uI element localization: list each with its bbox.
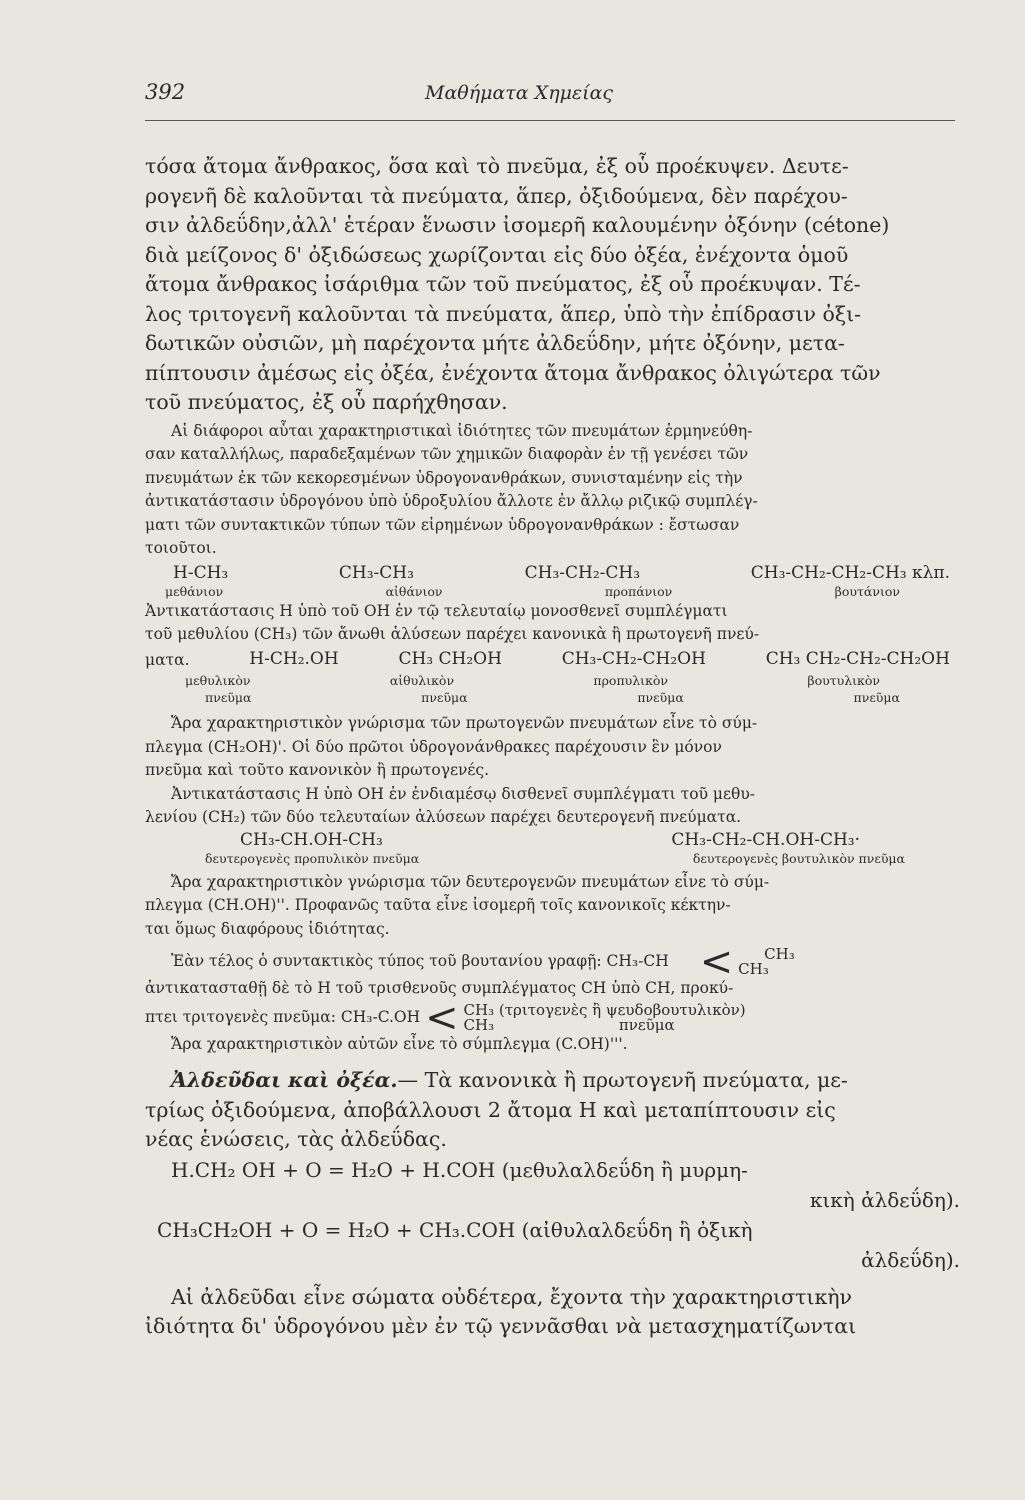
compound-name: μεθυλικὸν — [185, 673, 251, 688]
formula: H-CH₃ — [173, 562, 229, 583]
branch-bottom: CH₃ — [463, 1015, 495, 1034]
branch-bottom: CH₃ — [738, 960, 769, 978]
running-title: Μαθήματα Χημείας — [425, 82, 614, 104]
text-line: πλεγμα (CH₂OH)'. Οἱ δύο πρῶτοι ὑδρογονάνθρακες παρέχουσιν ἓν μόνον — [145, 737, 722, 756]
paragraph-6 — [145, 871, 960, 942]
paragraph-2 — [145, 420, 960, 561]
text-line: Αἱ ἀλδεῦδαι εἶνε σώματα οὐδέτερα, ἔχοντα τὴν χαρακτηριστικὴν — [171, 1284, 852, 1309]
compound-name: δευτερογενὲς βουτυλικὸν πνεῦμα — [692, 850, 905, 866]
text-line: Ἀντικατάστασις H ὑπὸ τοῦ OH ἐν τῷ τελευταίῳ μονοσθενεῖ συμπλέγματι — [145, 601, 728, 620]
paragraph-last — [145, 1283, 960, 1342]
formula: CH₃ CH₂-CH₂-CH₂OH — [765, 648, 950, 669]
text-line: ἰδιότητα δι' ὑδρογόνου μὲν ἐν τῷ γεννᾶσθαι νὰ μετασχηματίζωνται — [145, 1314, 857, 1338]
alcohol-word-row — [145, 689, 960, 706]
equation-1-cont: κικὴ ἀλδεΰδη). — [809, 1187, 960, 1212]
page-body — [145, 152, 960, 1342]
word-pneuma: πνεῦμα — [637, 690, 684, 705]
compound-name: προπάνιον — [604, 583, 673, 599]
text-line: τοῦ μεθυλίου (CH₃) τῶν ἄνωθι ἁλύσεων παρέχει κανονικὰ ἢ πρωτογενῆ πνεύ- — [145, 625, 760, 643]
formula: CH₃-CH₃ — [338, 562, 414, 583]
formula: CH₃ CH₂OH — [398, 648, 502, 669]
text-line: ται ὅμως διαφόρους ἰδιότητας. — [145, 919, 390, 938]
hydrocarbon-formulas — [145, 563, 960, 583]
text-line: Αἱ διάφοροι αὗται χαρακτηριστικαὶ ἰδιότητες τῶν πνευμάτων ἑρμηνεύθη- — [171, 421, 753, 440]
text-line: Ἄρα χαρακτηριστικὸν γνώρισμα τῶν δευτερογενῶν πνευμάτων εἶνε τὸ σύμ- — [171, 872, 770, 891]
equation-2: CH₃CH₂OH + O = H₂O + CH₃.COH (αἰθυλαλδεΰδη ἢ ὀξικὴ — [157, 1217, 753, 1242]
compound-name: βουτυλικὸν — [807, 673, 880, 688]
branch-stack — [738, 947, 795, 977]
text-line — [145, 1066, 960, 1096]
paragraph-1 — [145, 152, 960, 418]
text-line: διὰ μείζονος δ' ὀξιδώσεως χωρίζονται εἰς δύο ὀξέα, ἐνέχοντα ὁμοῦ — [145, 242, 849, 267]
text-line: λενίου (CH₂) τῶν δύο τελευταίων ἁλύσεων παρέχει δευτερογενῆ πνεύματα. — [145, 808, 742, 826]
text-line: ἀντικατάστασιν ὑδρογόνου ὑπὸ ὑδροξυλίου ἄλλοτε ἐν ἄλλῳ ριζικῷ συμπλέγ- — [145, 492, 758, 510]
branch-bracket: < — [699, 939, 734, 985]
text-line — [145, 994, 960, 1041]
text-line: Ἀντικατάστασις H ὑπὸ OH ἐν ἐνδιαμέσῳ δισθενεῖ συμπλέγματι τοῦ μεθυ- — [171, 784, 756, 803]
word-pneuma: πνεῦμα — [853, 690, 900, 705]
branch-top: CH₃ (τριτογενὲς ἢ ψευδοβουτυλικὸν) — [463, 1000, 746, 1019]
text-line: ρογενῆ δὲ καλοῦνται τὰ πνεύματα, ἅπερ, ὀξιδούμενα, δὲν παρέχου- — [145, 183, 848, 208]
text-line: τοῦ πνεύματος, ἐξ οὗ παρήχθησαν. — [145, 390, 508, 414]
secondary-formulas — [145, 830, 960, 851]
text-line: ἀντικατασταθῇ δὲ τὸ H τοῦ τρισθενοῦς συμπλέγματος CH ὑπὸ CH, προκύ- — [145, 979, 734, 997]
text-line: πλεγμα (CH.OH)''. Προφανῶς ταῦτα εἶνε ἰσομερῆ τοῖς κανονικοῖς κέκτην- — [145, 896, 731, 914]
formula: CH₃-CH.OH-CH₃ — [240, 829, 383, 850]
text-line: ματι τῶν συντακτικῶν τύπων τῶν εἰρημένων ὑδρογονανθράκων : ἔστωσαν — [145, 515, 740, 534]
equation-2-cont: ἀλδεΰδη). — [861, 1247, 960, 1272]
text-line: τόσα ἄτομα ἄνθρακος, ὅσα καὶ τὸ πνεῦμα, ἐξ οὗ προέκυψεν. Δευτε- — [145, 154, 849, 178]
section-heading: Ἀλδεῦδαι καὶ ὀξέα. — [171, 1068, 398, 1092]
text-line: πνευμάτων ἐκ τῶν κεκορεσμένων ὑδρογονανθράκων, συνισταμένην εἰς τὴν — [145, 468, 743, 487]
text-span: πτει τριτογενὲς πνεῦμα: CH₃-C.OH — [145, 1007, 421, 1026]
text-span: Ἐὰν τέλος ὁ συντακτικὸς τύπος τοῦ βουτανίου γραφῇ: CH₃-CH — [171, 952, 669, 970]
equation-1: H.CH₂ OH + O = H₂O + H.COH (μεθυλαλδεΰδη ἢ μυρμη- — [171, 1157, 748, 1182]
text-line: νέας ἑνώσεις, τὰς ἀλδεΰδας. — [145, 1127, 447, 1151]
paragraph-7 — [145, 939, 960, 1056]
text-line: πνεῦμα καὶ τοῦτο κανονικὸν ἢ πρωτογενές. — [145, 761, 490, 779]
branch-bracket: < — [425, 994, 459, 1041]
compound-name: προπυλικὸν — [593, 673, 669, 688]
text-line: τοιοῦτοι. — [145, 539, 217, 557]
text-line: σιν ἀλδεΰδην,ἀλλ' ἑτέραν ἕνωσιν ἰσομερῆ καλουμένην ὀξόνην (cétone) — [145, 213, 890, 237]
formula: CH₃-CH₂-CH₂OH — [561, 648, 706, 669]
paragraph-5 — [145, 783, 960, 830]
branch-top: CH₃ — [764, 945, 795, 963]
formula: CH₃-CH₂-CH.OH-CH₃· — [671, 829, 860, 850]
text-line: Ἄρα χαρακτηριστικὸν γνώρισμα τῶν πρωτογενῶν πνευμάτων εἶνε τὸ σύμ- — [171, 714, 758, 732]
aldehydes-section — [145, 1066, 960, 1155]
compound-name: μεθάνιον — [165, 583, 224, 599]
text-line: σαν καταλλήλως, παραδεξαμένων τῶν χημικῶν διαφορὰν ἐν τῇ γενέσει τῶν — [145, 445, 749, 463]
text-line: Ἄρα χαρακτηριστικὸν αὐτῶν εἶνε τὸ σύμπλεγμα (C.OH)'''. — [171, 1034, 628, 1053]
word-pneuma: πνεῦμα — [205, 690, 252, 705]
alcohol-formulas — [145, 649, 960, 673]
text-line: ἄτομα ἄνθρακος ἰσάριθμα τῶν τοῦ πνεύματος, ἐξ οὗ προέκυψαν. Τέ- — [145, 272, 861, 296]
paragraph-4 — [145, 712, 960, 783]
paragraph-3 — [145, 600, 960, 647]
formula: H-CH₂.OH — [249, 648, 339, 669]
heading-dash: — — [397, 1068, 419, 1092]
alcohol-names — [145, 672, 960, 689]
word-pneuma: πνεῦμα — [421, 690, 468, 705]
compound-name: αἰθάνιον — [385, 583, 443, 599]
compound-name: δευτερογενὲς προπυλικὸν πνεῦμα — [205, 850, 420, 866]
text-line: δωτικῶν οὐσιῶν, μὴ παρέχοντα μήτε ἀλδεΰδην, μήτε ὀξόνην, μετα- — [145, 331, 845, 355]
text-line: τρίως ὀξιδούμενα, ἀποβάλλουσι 2 ἄτομα H καὶ μεταπίπτουσιν εἰς — [145, 1097, 836, 1122]
formula: CH₃-CH₂-CH₂-CH₃ κλπ. — [750, 562, 950, 583]
formula: CH₃-CH₂-CH₃ — [524, 562, 641, 583]
text-line: πίπτουσιν ἀμέσως εἰς ὀξέα, ἐνέχοντα ἄτομα ἄνθρακος ὀλιγώτερα τῶν — [145, 360, 881, 385]
text-line: ματα. — [145, 650, 190, 669]
secondary-names — [145, 851, 960, 867]
compound-name: βουτάνιον — [834, 583, 900, 599]
text-span: Τὰ κανονικὰ ἢ πρωτογενῆ πνεύματα, με- — [424, 1068, 848, 1092]
hydrocarbon-names — [145, 583, 960, 600]
text-line: λος τριτογενῆ καλοῦνται τὰ πνεύματα, ἅπερ, ὑπὸ τὴν ἐπίδρασιν ὀξι- — [145, 301, 862, 326]
branch-stack — [463, 1000, 746, 1034]
compound-name: αἰθυλικὸν — [389, 673, 455, 688]
page-header — [145, 80, 955, 121]
text-line — [145, 939, 960, 985]
page-number: 392 — [145, 80, 186, 104]
word-pneuma: πνεῦμα — [618, 1015, 675, 1034]
